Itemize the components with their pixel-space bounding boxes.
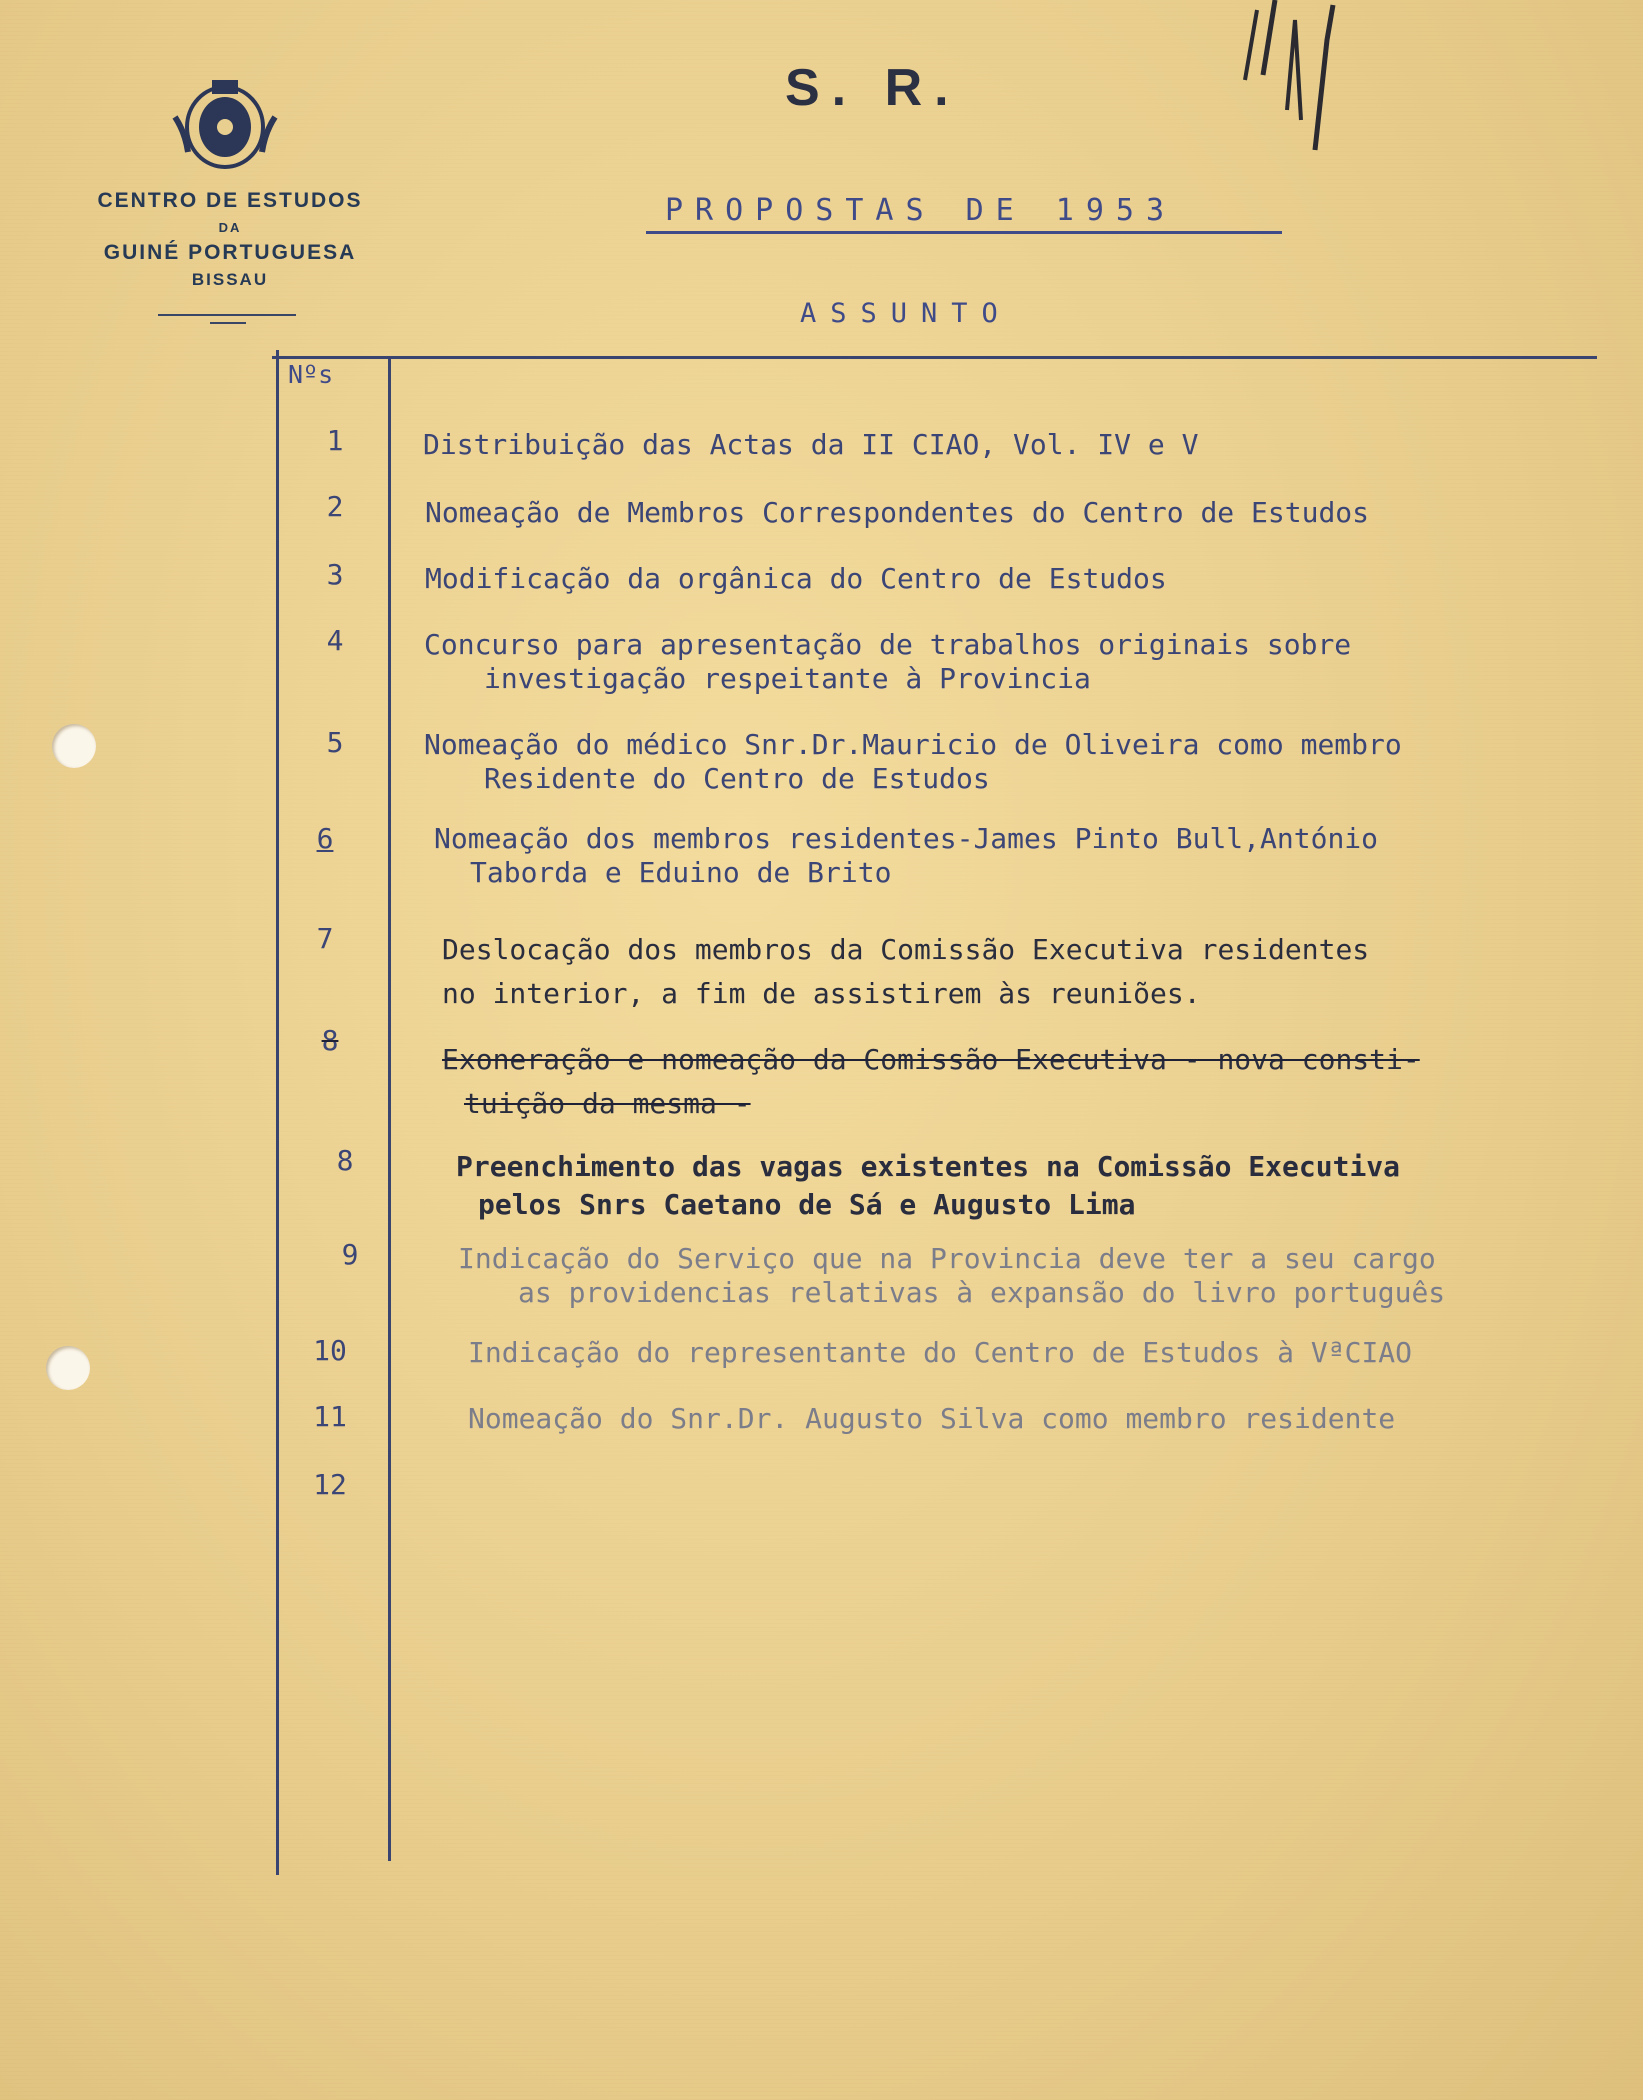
row-number: 3 — [326, 558, 344, 591]
item-line: Preenchimento das vagas existentes na Comissão Executiva — [456, 1150, 1401, 1183]
row-number: 10 — [313, 1334, 347, 1367]
table-header-rule — [272, 356, 1597, 359]
punch-hole — [46, 1346, 90, 1390]
proposal-item — [434, 822, 1378, 890]
proposal-item — [458, 1242, 1445, 1310]
row-number: 5 — [326, 726, 344, 759]
letterhead-rule — [158, 314, 296, 316]
proposal-item — [442, 928, 1369, 1016]
item-line: Concurso para apresentação de trabalhos originais sobre — [424, 628, 1352, 661]
letterhead-rule-short — [210, 322, 246, 324]
row-number-struck: 8 — [321, 1024, 339, 1057]
punch-hole — [52, 724, 96, 768]
proposal-item-struck — [442, 1038, 1420, 1126]
table-left-rule — [276, 350, 279, 1875]
item-line: Residente do Centro de Estudos — [484, 762, 990, 795]
row-number: 4 — [326, 624, 344, 657]
proposal-item — [423, 428, 1198, 462]
item-line: Distribuição das Actas da II CIAO, Vol. IV e V — [423, 428, 1199, 461]
item-line: Nomeação dos membros residentes-James Pinto Bull,António — [434, 822, 1379, 855]
coat-of-arms-icon — [170, 72, 280, 172]
row-number: 8 — [336, 1144, 354, 1177]
subject-heading: ASSUNTO — [800, 298, 1012, 329]
row-number: 9 — [341, 1238, 359, 1271]
proposal-item — [468, 1402, 1395, 1436]
institution-line-4: BISSAU — [191, 270, 269, 289]
proposal-item — [456, 1148, 1400, 1224]
row-number: 1 — [326, 424, 344, 457]
item-line: Taborda e Eduino de Brito — [470, 856, 892, 889]
item-line: Nomeação de Membros Correspondentes do Centro de Estudos — [425, 496, 1370, 529]
item-line: investigação respeitante à Provincia — [484, 662, 1091, 695]
item-line: pelos Snrs Caetano de Sá e Augusto Lima — [478, 1188, 1136, 1221]
item-line: Indicação do representante do Centro de Estudos à VªCIAO — [468, 1336, 1413, 1369]
item-line: Deslocação dos membros da Comissão Executiva residentes — [442, 933, 1370, 966]
item-line: Exoneração e nomeação da Comissão Executiva - nova consti- — [442, 1043, 1420, 1076]
item-line: Modificação da orgânica do Centro de Estudos — [425, 562, 1167, 595]
proposal-item — [425, 496, 1369, 530]
institution-line-1: CENTRO DE ESTUDOS — [97, 189, 363, 212]
institution-letterhead — [60, 190, 400, 288]
item-line: Indicação do Serviço que na Provincia deve ter a seu cargo — [458, 1242, 1436, 1275]
item-line: tuição da mesma - — [464, 1087, 751, 1120]
proposal-item — [425, 562, 1167, 596]
proposal-item — [468, 1336, 1412, 1370]
handwritten-signature-mark — [1235, 0, 1375, 160]
institution-line-2: DA — [218, 220, 242, 235]
title-underline — [646, 231, 1282, 234]
proposal-item — [424, 628, 1351, 696]
item-line: Nomeação do Snr.Dr. Augusto Silva como membro residente — [468, 1402, 1396, 1435]
row-number: 6 — [316, 822, 334, 855]
row-number: 2 — [326, 490, 344, 523]
row-number: 7 — [316, 922, 334, 955]
number-column-header: Nºs — [288, 360, 334, 389]
proposal-item — [424, 728, 1402, 796]
item-line: as providencias relativas à expansão do livro português — [518, 1276, 1446, 1309]
document-title: PROPOSTAS DE 1953 — [665, 193, 1177, 228]
document-mark: S. R. — [785, 59, 961, 117]
item-line: Nomeação do médico Snr.Dr.Mauricio de Oliveira como membro — [424, 728, 1402, 761]
row-number: 11 — [313, 1400, 347, 1433]
table-column-rule — [388, 356, 391, 1861]
institution-line-3: GUINÉ PORTUGUESA — [103, 241, 357, 264]
item-line: no interior, a fim de assistirem às reuniões. — [442, 977, 1201, 1010]
row-number: 12 — [313, 1468, 347, 1501]
